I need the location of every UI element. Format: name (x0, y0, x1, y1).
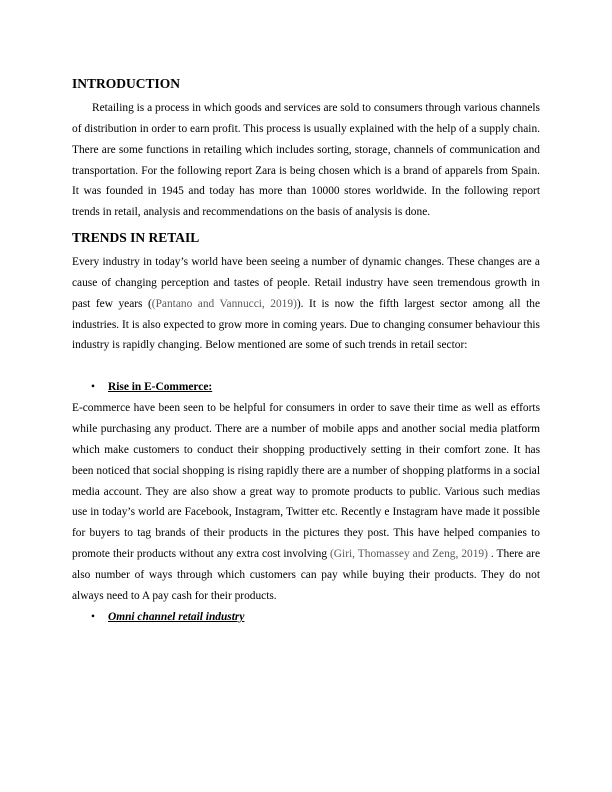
trends-heading: TRENDS IN RETAIL (72, 230, 200, 246)
ecommerce-citation: (Giri, Thomassey and Zeng, 2019) (330, 548, 488, 561)
bullet-dot: • (91, 610, 95, 623)
bullet-ecommerce (72, 377, 540, 398)
ecommerce-text-part1: E-commerce have been seen to be helpful for consumers in order to save their time as well as efforts while purchasing any product. There are a number of mobile apps and another social media platform which make customers to conduct their shopping productively setting in their comfort zone. It has been noticed that social shopping is rising rapidly there are a number of shopping platforms in a social media account. They are also show a great way to promote products to public. Various such medias use in today’s world are Facebook, Instagram, Twitter etc. Recently e Instagram have made it possible for buyers to tag brands of their products in the pictures they post. This have helped companies to promote their products without any extra cost involving (72, 402, 540, 561)
trends-citation: (Pantano and Vannucci, 2019) (151, 297, 297, 310)
bullet-dot: • (91, 381, 95, 394)
trends-paragraph (72, 252, 540, 356)
blank-line (72, 356, 540, 377)
ecommerce-label: Rise in E-Commerce: (108, 381, 213, 394)
trends-text-part1: Every industry in today’s world have been seeing a number of dynamic changes. These changes are a cause of changing perception and tastes of people. Retail industry have seen tremendous growth in past few years ( (72, 256, 540, 310)
trends-text-part2: ). It is now the fifth largest sector among all the industries. It is also expected to grow more in coming years. Due to changing consumer behaviour this industry is rapidly changing. Below mentioned are some of such trends in retail sector: (72, 297, 540, 352)
bullet-omni-channel (72, 607, 540, 628)
ecommerce-paragraph (72, 398, 540, 606)
document-page (72, 74, 540, 627)
omni-channel-label: Omni channel retail industry (108, 610, 245, 623)
introduction-heading: INTRODUCTION (72, 76, 181, 91)
ecommerce-text-part2: . There are also number of ways through which customers can pay while buying their products. They do not always need to A pay cash for their products. (72, 548, 540, 602)
introduction-paragraph: Retailing is a process in which goods and services are sold to consumers through various channels of distribution in order to earn profit. This process is usually explained with the help of a supply chain. There are some functions in retailing which includes sorting, storage, channels of communication and transportation. For the following report Zara is being chosen which is a brand of apparels from Spain. It was founded in 1945 and today has more than 10000 stores worldwide. In the following report trends in retail, analysis and recommendations on the basis of analysis is done. (72, 102, 540, 219)
